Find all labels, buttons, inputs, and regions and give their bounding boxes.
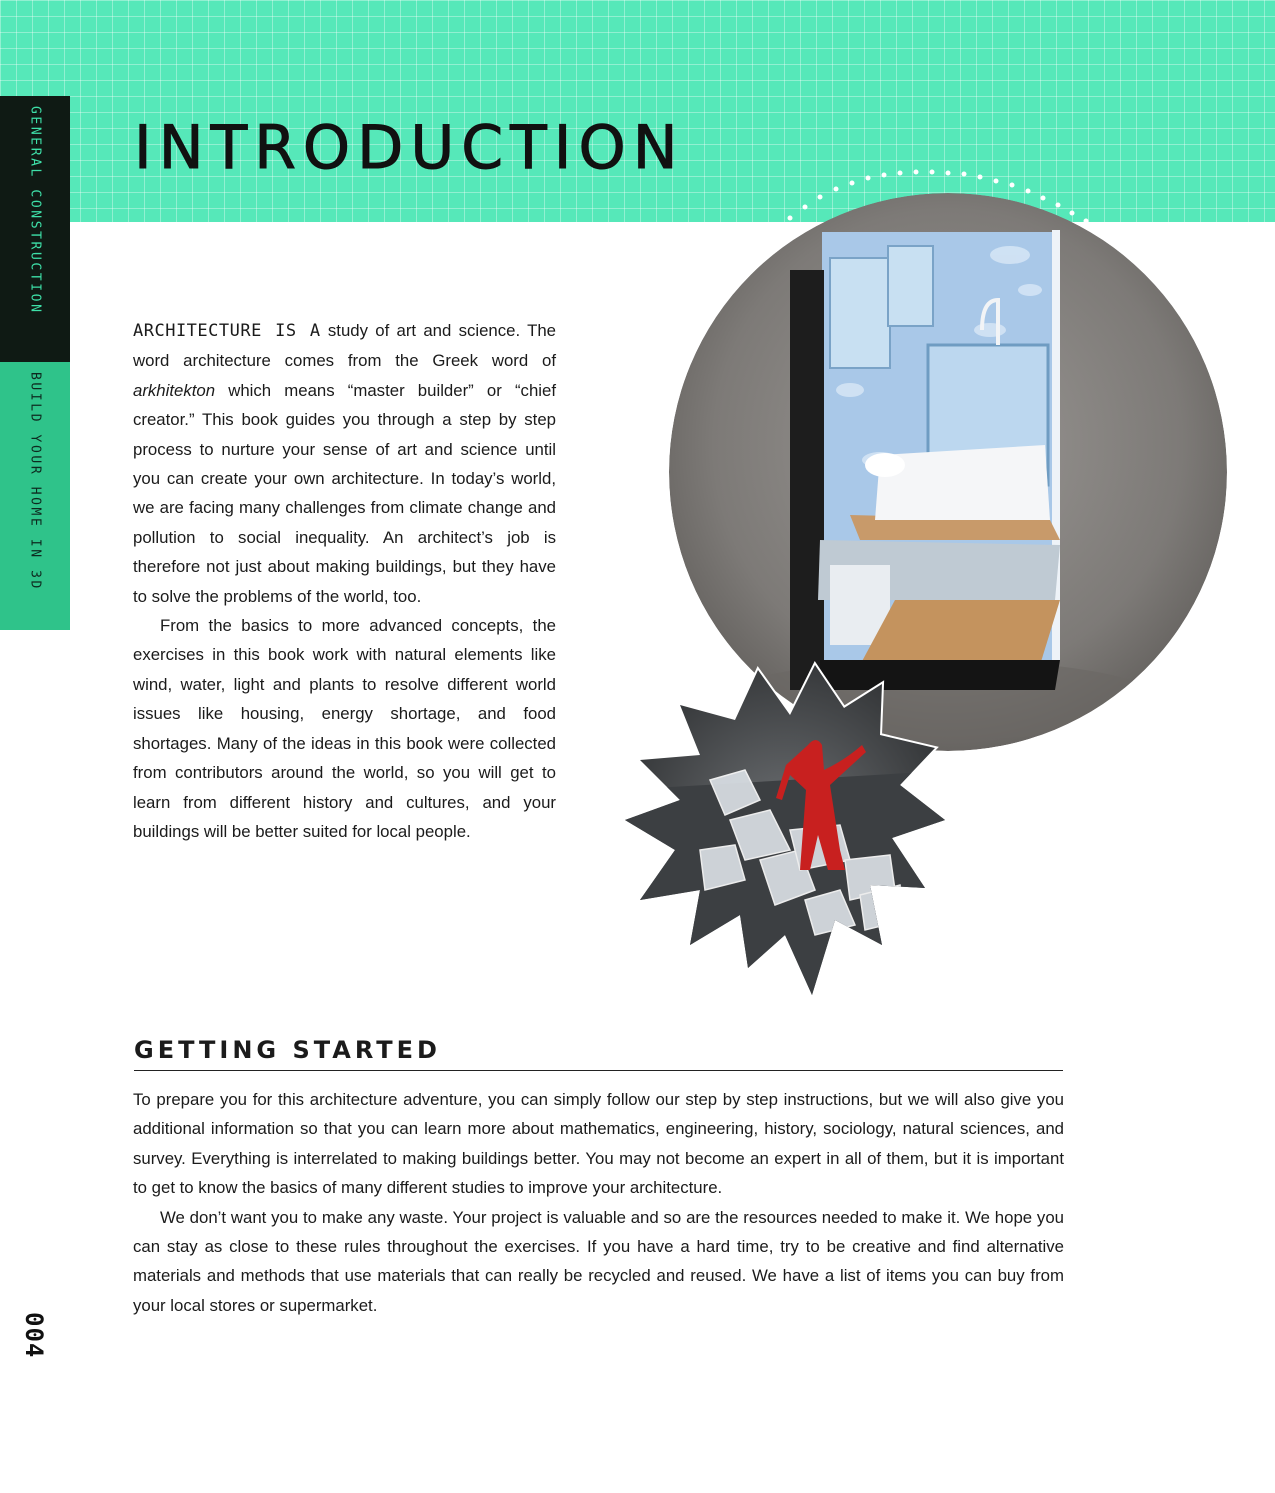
intro-p1-part-a: study of art and science. The word architecture comes from the Greek word of xyxy=(133,321,556,371)
intro-body xyxy=(133,316,556,846)
intro-paragraph-1 xyxy=(133,316,556,611)
intro-paragraph-2: From the basics to more advanced concepts, the exercises in this book work with natural elements like wind, water, light and plants to resolve different world issues like housing, energy shortage, and food shortages. Many of the ideas in this book were collected from contributors around the world, so you will get to learn from different history and cultures, and your buildings will be better suited for local people. xyxy=(133,616,556,841)
getting-started-paragraph-1: To prepare you for this architecture adventure, you can simply follow our step by step instructions, but we will also give you additional information so that you can learn more about mathematics, engineering, history, sociology, natural sciences, and survey. Everything is interrelated to making buildings better. You may not become an expert in all of them, but it is important to get to know the basics of many different studies to improve your architecture. xyxy=(133,1090,1064,1198)
side-tab-section-label: GENERAL CONSTRUCTION xyxy=(27,106,43,315)
intro-p1-greek-word: arkhitekton xyxy=(133,380,216,400)
getting-started-paragraph-2: We don’t want you to make any waste. Your project is valuable and so are the resources needed to make it. We hope you can stay as close to these rules throughout the exercises. If you have a hard time, try to be creative and find alternative materials and methods that use materials that can really be recycled and reused. We have a list of items you can buy from your local stores or supermarket. xyxy=(133,1207,1064,1315)
intro-lead-in: ARCHITECTURE IS A xyxy=(133,321,321,341)
getting-started-body xyxy=(133,1085,1064,1320)
page-number: 004 xyxy=(20,1312,48,1359)
room-model-photo xyxy=(669,193,1227,751)
side-tab-book-label: BUILD YOUR HOME IN 3D xyxy=(27,372,43,591)
getting-started-heading: GETTING STARTED xyxy=(134,1036,1063,1071)
intro-p1-part-b: which means “master builder” or “chief creator.” This book guides you through a step by step process to nurture your sense of art and science until you can create your own architecture. In today’s world, we are facing many challenges from climate change and pollution to social inequality. An architect’s job is therefore not just about making buildings, but they have to solve the problems of the world, too. xyxy=(133,380,556,606)
page-title: INTRODUCTION xyxy=(134,113,685,183)
